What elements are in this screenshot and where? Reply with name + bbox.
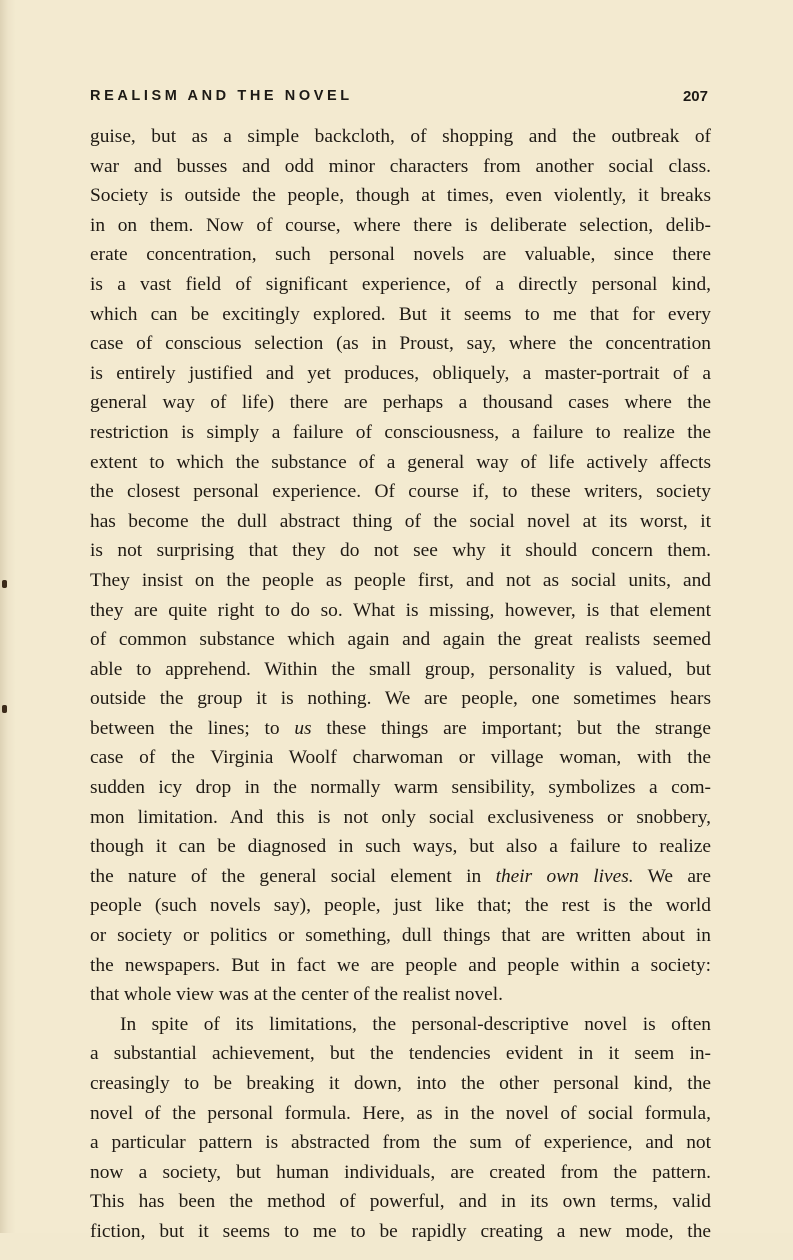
binding-mark	[2, 580, 7, 588]
running-title: REALISM AND THE NOVEL	[90, 88, 353, 104]
text-line: erate concentration, such personal novels are valuable, since there	[90, 244, 711, 266]
text-line: the newspapers. But in fact we are people and people within a society:	[90, 954, 711, 976]
text-line: people (such novels say), people, just like that; the rest is the world	[90, 895, 711, 917]
text-line: Society is outside the people, though at times, even violently, it breaks	[90, 185, 711, 207]
text-line: guise, but as a simple backcloth, of shopping and the outbreak of	[90, 126, 711, 147]
running-header	[90, 84, 708, 108]
text-line: This has been the method of powerful, and in its own terms, valid	[90, 1191, 711, 1213]
binding-mark	[2, 705, 7, 713]
text-line: outside the group it is nothing. We are people, one sometimes hears	[90, 688, 711, 710]
text-line: fiction, but it seems to me to be rapidly creating a new mode, the	[90, 1220, 711, 1242]
text-fragment: between the lines; to	[90, 717, 295, 739]
text-line: able to apprehend. Within the small group, personality is valued, but	[90, 658, 711, 680]
text-line: now a society, but human individuals, are created from the pattern.	[90, 1161, 711, 1183]
text-fragment: We are	[633, 865, 711, 887]
text-line: or society or politics or something, dull things that are written about in	[90, 925, 711, 947]
text-line-with-italic	[90, 862, 711, 892]
paragraph-2	[90, 1010, 711, 1247]
text-line: they are quite right to do so. What is missing, however, is that element	[90, 599, 711, 621]
gutter-marks	[0, 580, 12, 1260]
text-line: that whole view was at the center of the realist novel.	[90, 984, 503, 1006]
text-line: is not surprising that they do not see why it should concern them.	[90, 540, 711, 562]
text-line: is entirely justified and yet produces, obliquely, a master-portrait of a	[90, 362, 711, 384]
paragraph-1	[90, 122, 711, 1010]
text-fragment: the nature of the general social element in	[90, 865, 496, 887]
body-text	[90, 122, 711, 1247]
italic-emphasis: us	[294, 717, 312, 739]
text-line: case of the Virginia Woolf charwoman or village woman, with the	[90, 747, 711, 769]
text-line: of common substance which again and again the great realists seemed	[90, 629, 711, 651]
text-line: a substantial achievement, but the tendencies evident in it seem in-	[90, 1043, 711, 1065]
text-line: sudden icy drop in the normally warm sensibility, symbolizes a com-	[90, 777, 711, 799]
text-line: general way of life) there are perhaps a thousand cases where the	[90, 392, 711, 414]
text-line: extent to which the substance of a general way of life actively affects	[90, 451, 711, 473]
text-line: though it can be diagnosed in such ways, but also a failure to realize	[90, 836, 711, 858]
text-line: has become the dull abstract thing of the social novel at its worst, it	[90, 510, 711, 532]
page-number: 207	[682, 87, 708, 105]
text-line: They insist on the people as people first, and not as social units, and	[90, 569, 711, 591]
text-line: case of conscious selection (as in Proust, say, where the concentration	[90, 333, 711, 355]
text-line: a particular pattern is abstracted from the sum of experience, and not	[90, 1132, 711, 1154]
text-line: novel of the personal formula. Here, as in the novel of social formula,	[90, 1102, 711, 1124]
text-line: mon limitation. And this is not only social exclusiveness or snobbery,	[90, 806, 711, 828]
text-line: which can be excitingly explored. But it seems to me that for every	[90, 303, 711, 325]
text-fragment: these things are important; but the strange	[311, 717, 711, 739]
text-line: restriction is simply a failure of consciousness, a failure to realize the	[90, 421, 711, 443]
italic-emphasis: their own lives.	[495, 865, 634, 887]
text-line: creasingly to be breaking it down, into the other personal kind, the	[90, 1073, 711, 1094]
text-line: In spite of its limitations, the personal-descriptive novel is often	[120, 1013, 711, 1035]
text-line: the closest personal experience. Of course if, to these writers, society	[90, 481, 711, 503]
text-line: war and busses and odd minor characters from another social class.	[90, 155, 711, 177]
text-line-with-italic	[90, 714, 711, 744]
text-line: is a vast field of significant experience, of a directly personal kind,	[90, 273, 711, 295]
text-line: in on them. Now of course, where there is deliberate selection, delib-	[90, 214, 711, 236]
